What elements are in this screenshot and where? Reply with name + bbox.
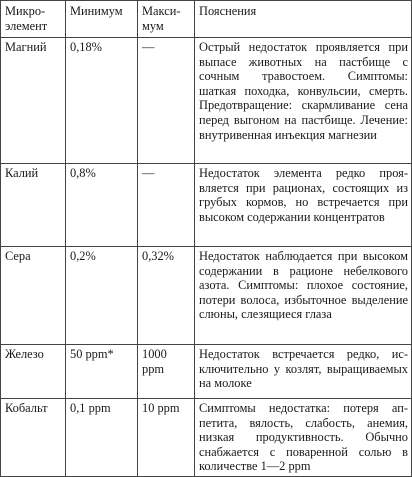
cell-notes: Симптомы недостатка: потеря аппетита, вялость, слабость, анемия, низкая продуктивность. Обычно снабжается с поваренной солью в количестве 1—2 ppm bbox=[195, 399, 412, 477]
header-min: Минимум bbox=[66, 1, 138, 38]
cell-element: Кобальт bbox=[1, 399, 66, 477]
table-row bbox=[1, 164, 412, 247]
table-row bbox=[1, 247, 412, 345]
cell-max: — bbox=[138, 164, 195, 247]
header-element: Микро- элемент bbox=[1, 1, 66, 38]
cell-min: 0,8% bbox=[66, 164, 138, 247]
cell-min: 0,1 ppm bbox=[66, 399, 138, 477]
header-max: Макси- мум bbox=[138, 1, 195, 38]
cell-element: Калий bbox=[1, 164, 66, 247]
header-notes: Пояснения bbox=[195, 1, 412, 38]
cell-notes: Острый недостаток проявляется при выпасе животных на пастбище с сочным травостоем. Симптомы: шаткая походка, конвульсии, смерть. Предотвращение: скармливание сена перед выгоном на пастбище. Лечение: внутривенная инъекция магнезии bbox=[195, 38, 412, 164]
cell-notes: Недостаток встречается редко, исключительно у козлят, выращиваемых на молоке bbox=[195, 345, 412, 399]
cell-max: 1000 ppm bbox=[138, 345, 195, 399]
table-header-row bbox=[1, 1, 412, 38]
cell-notes: Недостаток элемента редко проявляется при рационах, состоящих из грубых кормов, но встречается при высоком содержании концентратов bbox=[195, 164, 412, 247]
cell-element: Сера bbox=[1, 247, 66, 345]
table-row bbox=[1, 345, 412, 399]
cell-notes: Недостаток наблюдается при высоком содержании в рационе небелкового азота. Симптомы: плохое состояние, потери волоса, избыточное выделение слюны, слезящиеся глаза bbox=[195, 247, 412, 345]
table-row bbox=[1, 38, 412, 164]
cell-max: 10 ppm bbox=[138, 399, 195, 477]
cell-min: 0,18% bbox=[66, 38, 138, 164]
cell-max: — bbox=[138, 38, 195, 164]
cell-element: Железо bbox=[1, 345, 66, 399]
cell-element: Магний bbox=[1, 38, 66, 164]
cell-min: 0,2% bbox=[66, 247, 138, 345]
cell-max: 0,32% bbox=[138, 247, 195, 345]
cell-min: 50 ppm* bbox=[66, 345, 138, 399]
table-row bbox=[1, 399, 412, 477]
